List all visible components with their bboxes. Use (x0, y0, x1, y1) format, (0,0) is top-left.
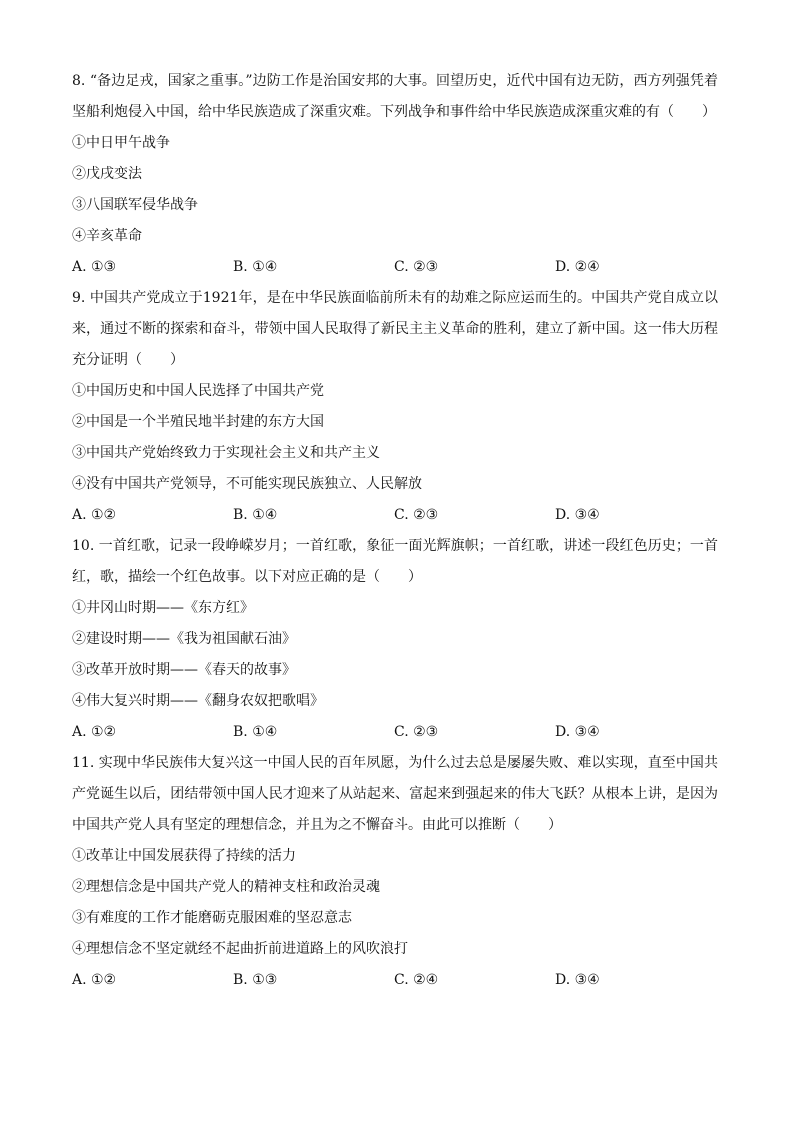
answer-choices (72, 500, 718, 531)
statement-option: ①中日甲午战争 (72, 135, 170, 151)
choice-a: A. ①③ (72, 259, 117, 275)
statement-option: ③八国联军侵华战争 (72, 197, 198, 213)
statement-option: ④理想信念不坚定就经不起曲折前进道路上的风吹浪打 (72, 941, 408, 957)
choice-a: A. ①② (72, 972, 117, 988)
answer-choices (72, 717, 718, 748)
question-10 (72, 531, 718, 748)
question-stem: 8. “备边足戎，国家之重事。”边防工作是治国安邦的大事。回望历史，近代中国有边无防，西方列强凭着坚船利炮侵入中国，给中华民族造成了深重灾难。下列战争和事件给中华民族造成深重灾难的有（ ） (72, 73, 718, 120)
question-9 (72, 283, 718, 531)
statement-option: ④伟大复兴时期——《翻身农奴把歌唱》 (72, 693, 324, 709)
statement-option: ①中国历史和中国人民选择了中国共产党 (72, 383, 324, 399)
statement-option: ①改革让中国发展获得了持续的活力 (72, 848, 296, 864)
question-8 (72, 66, 718, 283)
choice-c: C. ②③ (394, 507, 439, 523)
question-stem: 11. 实现中华民族伟大复兴这一中国人民的百年夙愿，为什么过去总是屡屡失败、难以实现，直至中国共产党诞生以后，团结带领中国人民才迎来了从站起来、富起来到强起来的伟大飞跃？从根本上讲，是因为中国共产党人具有坚定的理想信念，并且为之不懈奋斗。由此可以推断（ ） (72, 755, 718, 833)
statement-option: ②戊戌变法 (72, 166, 142, 182)
question-stem: 9. 中国共产党成立于1921年，是在中华民族面临前所未有的劫难之际应运而生的。中国共产党自成立以来，通过不断的探索和奋斗，带领中国人民取得了新民主主义革命的胜利，建立了新中国。这一伟大历程充分证明（ ） (72, 290, 718, 368)
choice-b: B. ①④ (233, 507, 278, 523)
choice-b: B. ①③ (233, 972, 278, 988)
statement-option: ②中国是一个半殖民地半封建的东方大国 (72, 414, 324, 430)
statement-option: ②建设时期——《我为祖国献石油》 (72, 631, 296, 647)
choice-d: D. ②④ (555, 259, 600, 275)
choice-c: C. ②③ (394, 259, 439, 275)
answer-choices (72, 252, 718, 283)
answer-choices (72, 965, 718, 996)
statement-option: ②理想信念是中国共产党人的精神支柱和政治灵魂 (72, 879, 380, 895)
choice-a: A. ①② (72, 507, 117, 523)
choice-b: B. ①④ (233, 724, 278, 740)
choice-d: D. ③④ (555, 972, 600, 988)
choice-b: B. ①④ (233, 259, 278, 275)
question-stem: 10. 一首红歌，记录一段峥嵘岁月；一首红歌，象征一面光辉旗帜；一首红歌，讲述一段红色历史；一首红，歌，描绘一个红色故事。以下对应正确的是（ ） (72, 538, 718, 585)
choice-c: C. ②③ (394, 724, 439, 740)
statement-option: ④没有中国共产党领导，不可能实现民族独立、人民解放 (72, 476, 422, 492)
statement-option: ③中国共产党始终致力于实现社会主义和共产主义 (72, 445, 380, 461)
statement-option: ①井冈山时期——《东方红》 (72, 600, 254, 616)
choice-d: D. ③④ (555, 507, 600, 523)
choice-a: A. ①② (72, 724, 117, 740)
statement-option: ③有难度的工作才能磨砺克服困难的坚忍意志 (72, 910, 352, 926)
statement-option: ④辛亥革命 (72, 228, 142, 244)
choice-c: C. ②④ (394, 972, 439, 988)
statement-option: ③改革开放时期——《春天的故事》 (72, 662, 296, 678)
question-11 (72, 748, 718, 996)
choice-d: D. ③④ (555, 724, 600, 740)
